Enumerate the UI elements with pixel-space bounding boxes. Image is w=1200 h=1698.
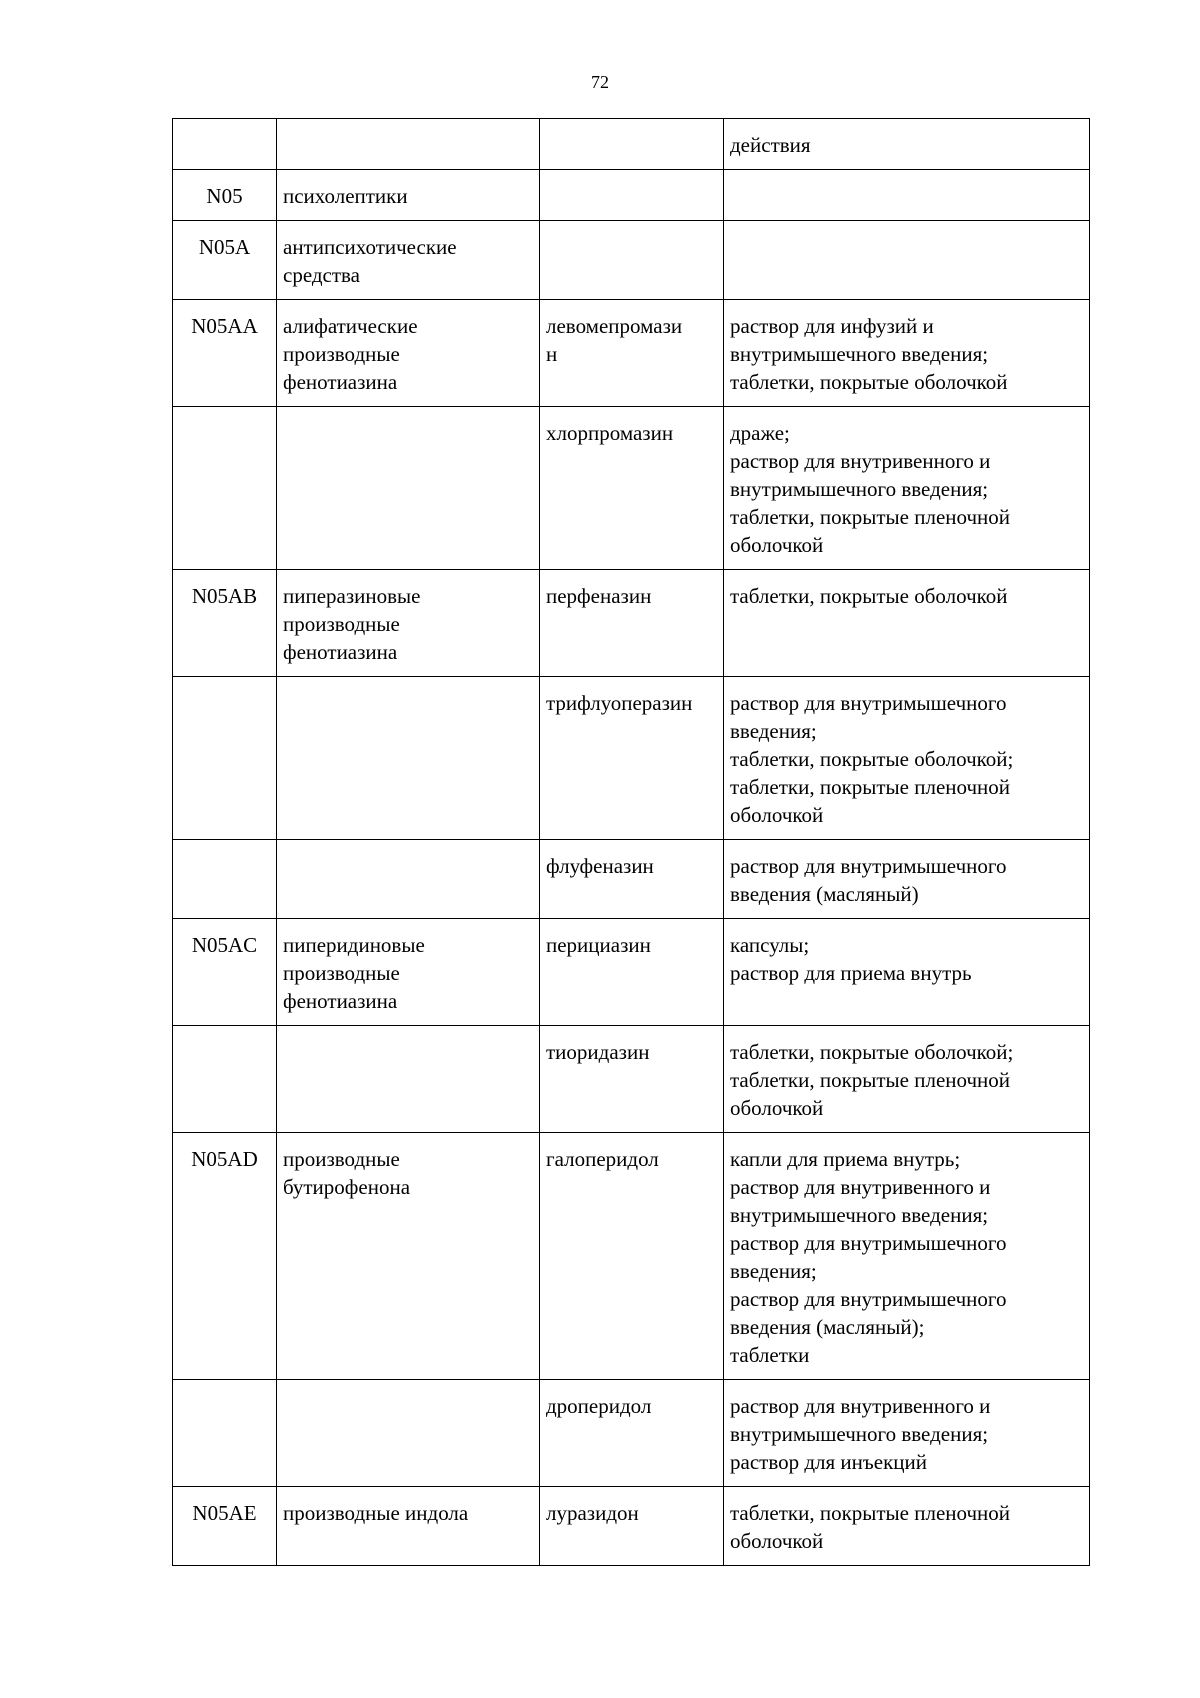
group-name-cell: [277, 919, 540, 1026]
dosage-form-cell: [724, 570, 1090, 677]
dosage-form-line: раствор для внутримышечного: [730, 1287, 1007, 1311]
table-row: [173, 170, 1090, 221]
dosage-form-cell: [724, 407, 1090, 570]
group-name-cell: [277, 570, 540, 677]
dosage-form-cell: [724, 1133, 1090, 1380]
table-row: [173, 840, 1090, 919]
dosage-form-line: раствор для внутримышечного: [730, 691, 1007, 715]
table-row: [173, 407, 1090, 570]
drug-name-cell: [540, 407, 724, 570]
drug-name-line: дроперидол: [546, 1394, 652, 1418]
dosage-form-cell: [724, 1026, 1090, 1133]
drug-name-cell: [540, 170, 724, 221]
table-body: [173, 119, 1090, 1566]
atc-code-cell: [173, 407, 277, 570]
group-name-line: бутирофенона: [283, 1175, 411, 1199]
drug-name-cell: [540, 119, 724, 170]
atc-code-cell: N05AC: [173, 919, 277, 1026]
group-name-line: производные: [283, 342, 400, 366]
dosage-form-line: таблетки, покрытые оболочкой;: [730, 747, 1014, 771]
dosage-form-line: таблетки, покрытые оболочкой: [730, 370, 1008, 394]
group-name-line: фенотиазина: [283, 640, 398, 664]
dosage-form-line: раствор для внутримышечного: [730, 854, 1007, 878]
dosage-form-line: оболочкой: [730, 1529, 824, 1553]
drug-name-cell: [540, 1133, 724, 1380]
atc-code-cell: N05: [173, 170, 277, 221]
group-name-cell: [277, 677, 540, 840]
table-row: [173, 677, 1090, 840]
dosage-form-cell: [724, 1487, 1090, 1566]
drug-name-cell: [540, 1380, 724, 1487]
drug-name-line: трифлуоперазин: [546, 691, 693, 715]
dosage-form-line: драже;: [730, 421, 790, 445]
dosage-form-line: капсулы;: [730, 933, 810, 957]
dosage-form-line: внутримышечного введения;: [730, 477, 989, 501]
drug-name-cell: [540, 919, 724, 1026]
dosage-form-line: введения;: [730, 1259, 817, 1283]
drug-name-line: н: [546, 342, 558, 366]
dosage-form-line: таблетки, покрытые пленочной: [730, 505, 1011, 529]
drug-name-line: тиоридазин: [546, 1040, 650, 1064]
dosage-form-line: оболочкой: [730, 533, 824, 557]
group-name-line: алифатические: [283, 314, 418, 338]
group-name-line: производные: [283, 1147, 400, 1171]
drug-name-cell: [540, 570, 724, 677]
dosage-form-line: внутримышечного введения;: [730, 1422, 989, 1446]
table-row: [173, 919, 1090, 1026]
atc-code-cell: [173, 1380, 277, 1487]
dosage-form-cell: [724, 677, 1090, 840]
dosage-form-line: введения (масляный): [730, 882, 919, 906]
drug-name-cell: [540, 1487, 724, 1566]
atc-code-cell: N05AB: [173, 570, 277, 677]
group-name-line: средства: [283, 263, 361, 287]
group-name-line: производные индола: [283, 1501, 469, 1525]
atc-code-cell: [173, 840, 277, 919]
dosage-form-cell: [724, 221, 1090, 300]
table-row: [173, 1487, 1090, 1566]
dosage-form-line: раствор для внутривенного и: [730, 1175, 991, 1199]
dosage-form-line: раствор для инфузий и: [730, 314, 934, 338]
table-row: [173, 119, 1090, 170]
dosage-form-line: таблетки, покрытые пленочной: [730, 1068, 1011, 1092]
group-name-cell: [277, 1026, 540, 1133]
dosage-form-cell: [724, 170, 1090, 221]
atc-code-cell: [173, 119, 277, 170]
dosage-form-line: таблетки, покрытые оболочкой;: [730, 1040, 1014, 1064]
group-name-line: производные: [283, 612, 400, 636]
drug-name-line: луразидон: [546, 1501, 639, 1525]
dosage-form-cell: [724, 300, 1090, 407]
group-name-cell: [277, 1380, 540, 1487]
atc-code-cell: N05A: [173, 221, 277, 300]
table-row: [173, 1133, 1090, 1380]
group-name-cell: [277, 1133, 540, 1380]
drug-name-line: хлорпромазин: [546, 421, 674, 445]
dosage-form-line: таблетки, покрытые пленочной: [730, 775, 1011, 799]
dosage-form-line: таблетки: [730, 1343, 810, 1367]
dosage-form-cell: [724, 919, 1090, 1026]
table-row: [173, 1026, 1090, 1133]
table-row: [173, 221, 1090, 300]
group-name-line: фенотиазина: [283, 989, 398, 1013]
group-name-line: антипсихотические: [283, 235, 457, 259]
group-name-line: пиперазиновые: [283, 584, 421, 608]
drug-name-cell: [540, 300, 724, 407]
table-row: [173, 1380, 1090, 1487]
dosage-form-line: раствор для внутривенного и: [730, 1394, 991, 1418]
drug-name-line: флуфеназин: [546, 854, 654, 878]
drug-name-line: галоперидол: [546, 1147, 659, 1171]
group-name-line: производные: [283, 961, 400, 985]
drug-name-line: левомепромази: [546, 314, 683, 338]
group-name-cell: [277, 407, 540, 570]
page-number: 72: [591, 72, 609, 92]
dosage-form-cell: [724, 1380, 1090, 1487]
group-name-cell: [277, 119, 540, 170]
dosage-form-line: внутримышечного введения;: [730, 1203, 989, 1227]
dosage-form-cell: [724, 840, 1090, 919]
dosage-form-line: раствор для внутривенного и: [730, 449, 991, 473]
dosage-form-line: раствор для инъекций: [730, 1450, 927, 1474]
drug-table: [172, 118, 1090, 1566]
group-name-line: психолептики: [283, 184, 408, 208]
atc-code-cell: N05AA: [173, 300, 277, 407]
table-row: [173, 570, 1090, 677]
dosage-form-line: раствор для приема внутрь: [730, 961, 972, 985]
drug-name-line: перициазин: [546, 933, 651, 957]
atc-code-cell: N05AE: [173, 1487, 277, 1566]
group-name-line: фенотиазина: [283, 370, 398, 394]
atc-code-cell: [173, 1026, 277, 1133]
group-name-cell: [277, 840, 540, 919]
group-name-cell: [277, 1487, 540, 1566]
dosage-form-line: оболочкой: [730, 803, 824, 827]
dosage-form-cell: [724, 119, 1090, 170]
dosage-form-line: введения (масляный);: [730, 1315, 925, 1339]
group-name-cell: [277, 300, 540, 407]
drug-name-cell: [540, 1026, 724, 1133]
group-name-line: пиперидиновые: [283, 933, 425, 957]
dosage-form-line: раствор для внутримышечного: [730, 1231, 1007, 1255]
dosage-form-line: таблетки, покрытые пленочной: [730, 1501, 1011, 1525]
drug-name-cell: [540, 840, 724, 919]
atc-code-cell: N05AD: [173, 1133, 277, 1380]
group-name-cell: [277, 170, 540, 221]
dosage-form-line: действия: [730, 133, 811, 157]
dosage-form-line: введения;: [730, 719, 817, 743]
atc-code-cell: [173, 677, 277, 840]
dosage-form-line: капли для приема внутрь;: [730, 1147, 961, 1171]
drug-name-cell: [540, 221, 724, 300]
dosage-form-line: таблетки, покрытые оболочкой: [730, 584, 1008, 608]
drug-name-cell: [540, 677, 724, 840]
table-row: [173, 300, 1090, 407]
drug-name-line: перфеназин: [546, 584, 652, 608]
dosage-form-line: оболочкой: [730, 1096, 824, 1120]
group-name-cell: [277, 221, 540, 300]
dosage-form-line: внутримышечного введения;: [730, 342, 989, 366]
